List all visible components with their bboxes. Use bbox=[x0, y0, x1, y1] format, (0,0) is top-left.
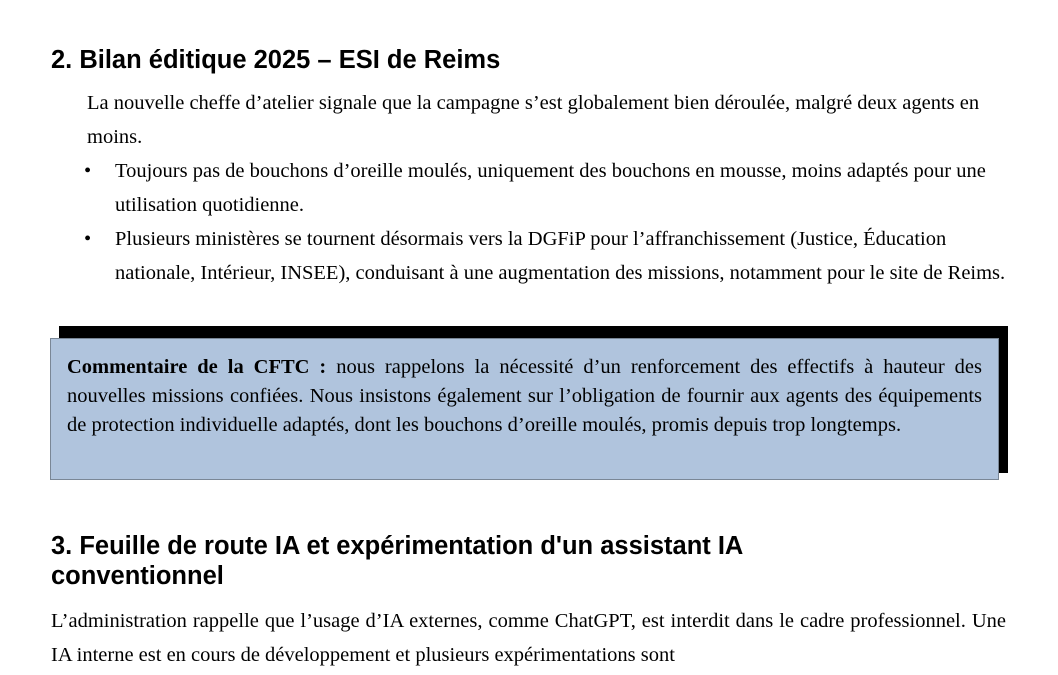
cftc-comment-text: nous rappelons la nécessité d’un renforcement des effectifs à hauteur des nouvelles missions confiées. Nous insistons également sur l’obligation de fournir aux agents des équipements de protection individuelle adaptés, dont les bouchons d’oreille moulés, promis depuis trop longtemps. bbox=[67, 356, 982, 436]
section-3-heading bbox=[51, 531, 743, 591]
bullet-item bbox=[84, 154, 1012, 222]
bullet-icon: • bbox=[84, 160, 92, 182]
cftc-comment-label: Commentaire de la CFTC : bbox=[67, 356, 327, 378]
section-3-heading-line: 3. Feuille de route IA et expérimentation d'un assistant IA bbox=[51, 532, 744, 560]
section-2-intro: La nouvelle cheffe d’atelier signale que la campagne s’est globalement bien déroulée, malgré deux agents en moins. bbox=[87, 92, 980, 148]
section-3-heading-line: conventionnel bbox=[51, 562, 224, 590]
cftc-comment-paragraph bbox=[67, 353, 982, 440]
section-2-heading: 2. Bilan éditique 2025 – ESI de Reims bbox=[51, 46, 501, 74]
section-2-bullet-list bbox=[84, 154, 1012, 290]
bullet-item bbox=[84, 222, 1012, 290]
bullet-text: Plusieurs ministères se tournent désormais vers la DGFiP pour l’affranchissement (Justice, Éducation nationale, Intérieur, INSEE), conduisant à une augmentation des missions, notamment pour le site de Reims. bbox=[115, 228, 1006, 284]
cftc-comment-box bbox=[50, 338, 999, 480]
section-3-body: L’administration rappelle que l’usage d’IA externes, comme ChatGPT, est interdit dans le cadre professionnel. Une IA interne est en cours de développement et plusieurs expérimentations sont bbox=[51, 610, 1006, 666]
bullet-icon: • bbox=[84, 228, 92, 250]
bullet-text: Toujours pas de bouchons d’oreille moulés, uniquement des bouchons en mousse, moins adaptés pour une utilisation quotidienne. bbox=[115, 160, 986, 216]
